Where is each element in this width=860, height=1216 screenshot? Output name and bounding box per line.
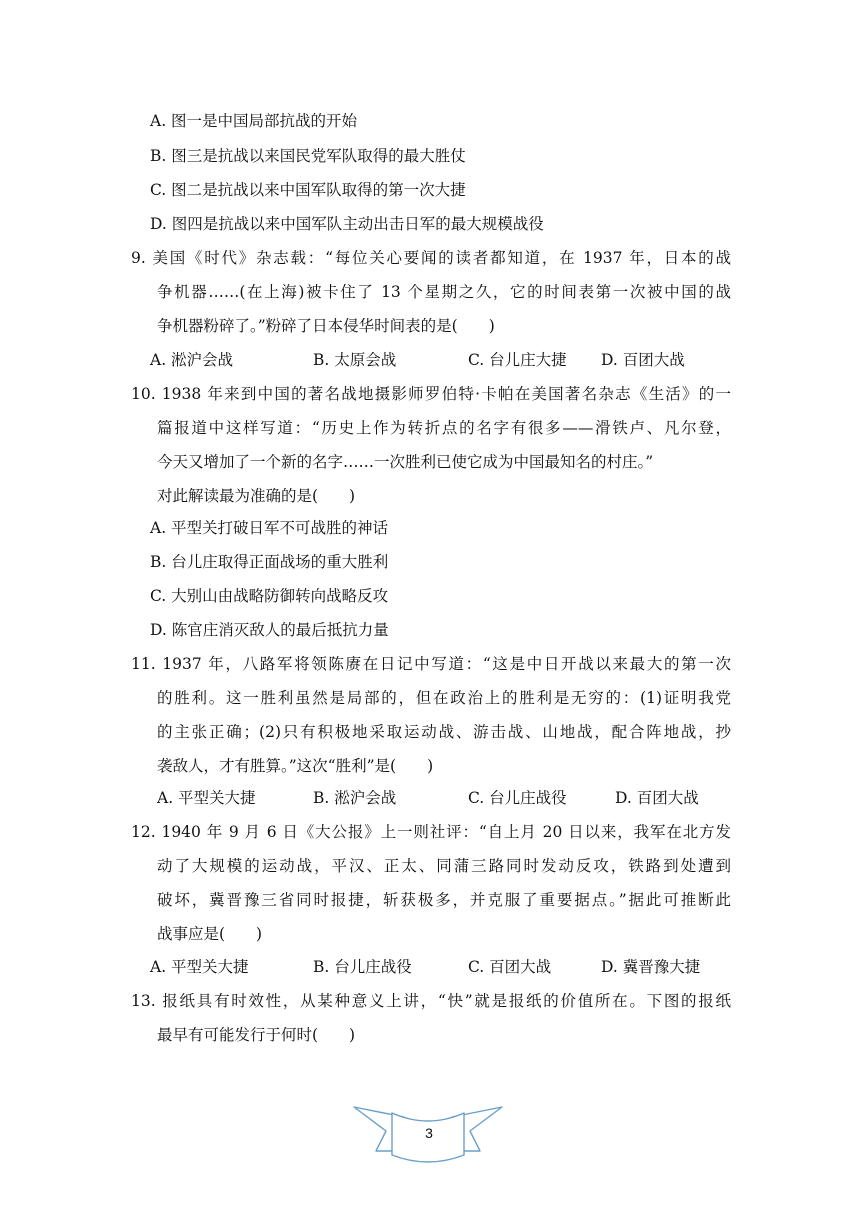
- q10-option-d: D. 陈官庄消灭敌人的最后抵抗力量: [150, 621, 389, 639]
- q12-option-c: C. 百团大战: [468, 958, 552, 976]
- q11-stem-line-2: 的胜利。这一胜利虽然是局部的，但在政治上的胜利是无穷的：(1)证明我党: [157, 689, 731, 707]
- q12-option-a: A. 平型关大捷: [150, 958, 249, 976]
- q11-stem-line-3: 的主张正确；(2)只有积极地采取运动战、游击战、山地战，配合阵地战，抄: [157, 723, 731, 741]
- q13-stem-line-1: 13. 报纸具有时效性，从某种意义上讲，“快”就是报纸的价值所在。下图的报纸: [131, 992, 731, 1010]
- q9-stem-line-3: 争机器粉碎了。”粉碎了日本侵华时间表的是( ): [157, 317, 495, 335]
- q12-option-b: B. 台儿庄战役: [313, 958, 412, 976]
- q8-option-d: D. 图四是抗战以来中国军队主动出击日军的最大规模战役: [150, 215, 544, 233]
- q10-option-a: A. 平型关打破日军不可战胜的神话: [150, 519, 389, 537]
- q13-stem-line-2: 最早有可能发行于何时( ): [157, 1026, 356, 1044]
- q10-stem-line-2: 篇报道中这样写道：“历史上作为转折点的名字有很多——滑铁卢、凡尔登，: [157, 419, 731, 437]
- q12-stem-line-1: 12. 1940 年 9 月 6 日《大公报》上一则社评：“自上月 20 日以来，我军在北方发: [131, 823, 731, 841]
- q12-option-d: D. 冀晋豫大捷: [601, 958, 701, 976]
- q11-option-c: C. 台儿庄战役: [468, 789, 567, 807]
- q10-option-b: B. 台儿庄取得正面战场的重大胜利: [150, 553, 389, 571]
- q10-stem-line-1: 10. 1938 年来到中国的著名战地摄影师罗伯特·卡帕在美国著名杂志《生活》的一: [131, 385, 731, 403]
- q8-option-b: B. 图三是抗战以来国民党军队取得的最大胜仗: [150, 147, 466, 165]
- q10-option-c: C. 大别山由战略防御转向战略反攻: [150, 587, 389, 605]
- q9-option-a: A. 淞沪会战: [150, 351, 234, 369]
- q8-option-a: A. 图一是中国局部抗战的开始: [150, 112, 358, 130]
- q9-option-b: B. 太原会战: [313, 351, 397, 369]
- q9-stem-line-2: 争机器……(在上海)被卡住了 13 个星期之久，它的时间表第一次被中国的战: [157, 283, 731, 301]
- q12-stem-line-4: 战事应是( ): [157, 925, 263, 943]
- q11-stem-line-4: 袭敌人，才有胜算。”这次“胜利”是( ): [157, 757, 434, 775]
- q10-stem-line-3: 今天又增加了一个新的名字……一次胜利已使它成为中国最知名的村庄。”: [157, 453, 654, 471]
- q9-option-c: C. 台儿庄大捷: [468, 351, 567, 369]
- q11-option-a: A. 平型关大捷: [157, 789, 256, 807]
- q8-option-c: C. 图二是抗战以来中国军队取得的第一次大捷: [150, 181, 466, 199]
- q11-option-d: D. 百团大战: [615, 789, 699, 807]
- q9-stem-line-1: 9. 美国《时代》杂志载：“每位关心要闻的读者都知道，在 1937 年，日本的战: [131, 249, 731, 267]
- q12-stem-line-2: 动了大规模的运动战，平汉、正太、同蒲三路同时发动反攻，铁路到处遭到: [157, 857, 731, 875]
- q11-option-b: B. 淞沪会战: [313, 789, 397, 807]
- q11-stem-line-1: 11. 1937 年，八路军将领陈赓在日记中写道：“这是中日开战以来最大的第一次: [131, 655, 731, 673]
- page-number: 3: [425, 1125, 433, 1141]
- q10-stem-line-4: 对此解读最为准确的是( ): [157, 487, 356, 505]
- q12-stem-line-3: 破坏，冀晋豫三省同时报捷，斩获极多，并克服了重要据点。”据此可推断此: [157, 891, 731, 909]
- q9-option-d: D. 百团大战: [601, 351, 685, 369]
